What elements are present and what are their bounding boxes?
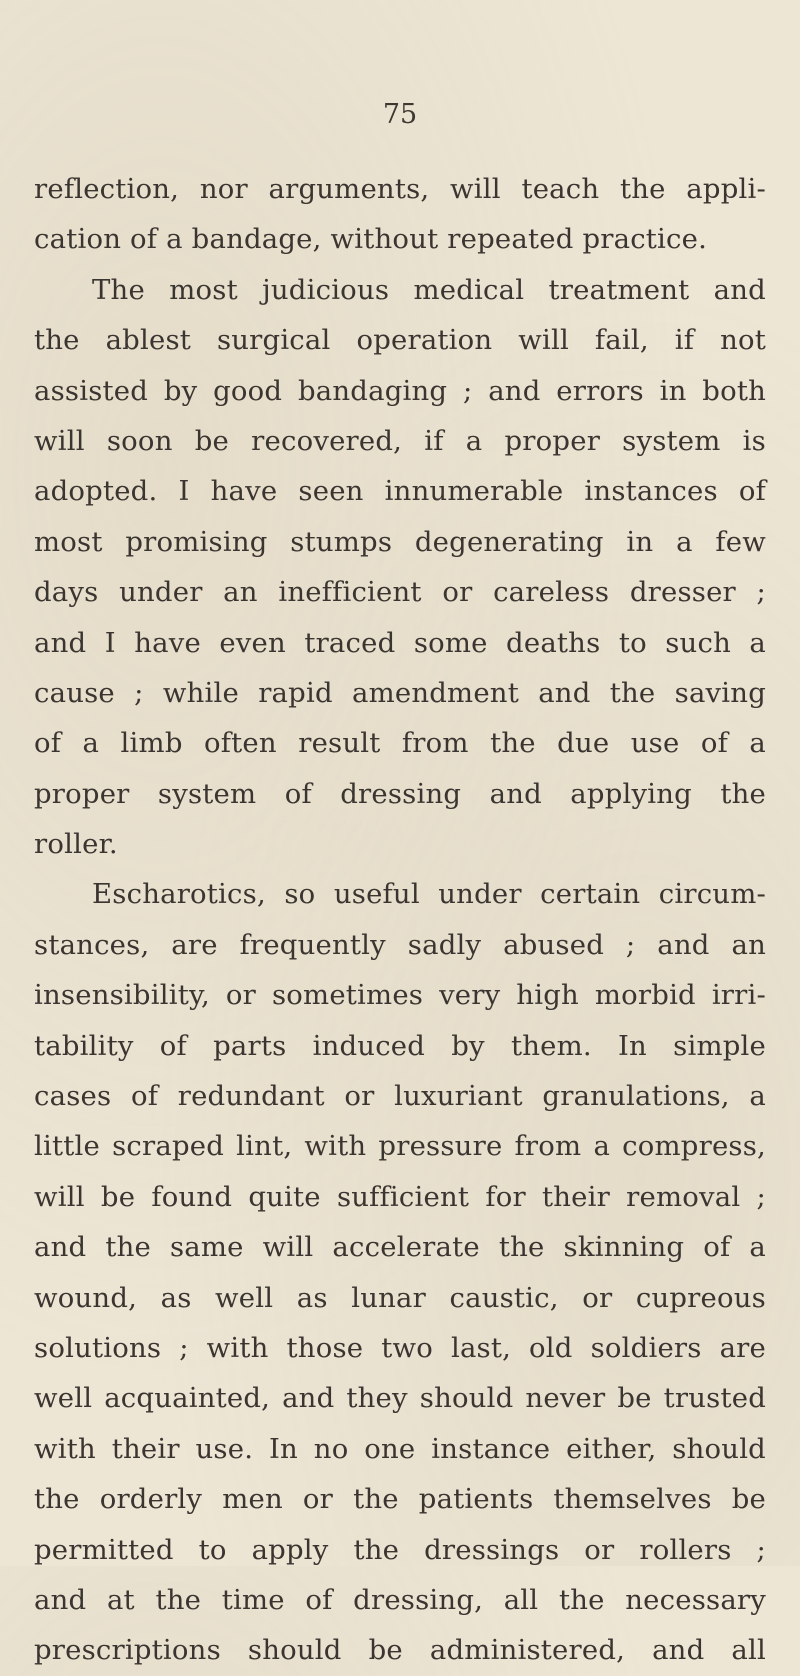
body-text xyxy=(34,164,766,1676)
text-line: the orderly men or the patients themselves be xyxy=(34,1483,766,1516)
text-line: proper system of dressing and applying the xyxy=(34,777,766,810)
text-line: insensibility, or sometimes very high morbid irri- xyxy=(34,979,766,1012)
text-line: with their use. In no one instance either, should xyxy=(34,1432,766,1465)
text-line: days under an inefficient or careless dresser ; xyxy=(34,576,766,609)
text-line: and at the time of dressing, all the necessary xyxy=(34,1583,766,1616)
text-line: of a limb often result from the due use of a xyxy=(34,727,766,760)
text-line: will soon be recovered, if a proper system is xyxy=(34,424,766,457)
text-line: solutions ; with those two last, old soldiers are xyxy=(34,1331,766,1364)
text-line: little scraped lint, with pressure from a compress, xyxy=(34,1130,766,1163)
text-line: stances, are frequently sadly abused ; and an xyxy=(34,928,766,961)
text-line: reflection, nor arguments, will teach the appli- xyxy=(34,173,766,205)
text-line: cause ; while rapid amendment and the saving xyxy=(34,676,766,709)
paragraph xyxy=(34,265,766,870)
text-line: prescriptions should be administered, and all xyxy=(34,1634,766,1667)
text-line: assisted by good bandaging ; and errors in both xyxy=(34,374,766,407)
paragraph xyxy=(34,869,766,1675)
text-line: permitted to apply the dressings or rollers ; xyxy=(34,1533,766,1566)
text-line: tability of parts induced by them. In simple xyxy=(34,1029,766,1062)
text-line: adopted. I have seen innumerable instances of xyxy=(34,475,766,508)
text-line: will be found quite sufficient for their removal ; xyxy=(34,1180,766,1213)
text-line: cases of redundant or luxuriant granulations, a xyxy=(34,1080,766,1113)
text-line: most promising stumps degenerating in a few xyxy=(34,525,766,558)
page-number: 75 xyxy=(382,99,418,130)
text-line: wound, as well as lunar caustic, or cupreous xyxy=(34,1281,766,1314)
text-line: and I have even traced some deaths to such a xyxy=(34,626,766,659)
text-line: roller. xyxy=(34,828,118,861)
text-line: and the same will accelerate the skinning of a xyxy=(34,1231,766,1264)
text-line: the ablest surgical operation will fail, if not xyxy=(34,324,766,357)
text-line: Escharotics, so useful under certain circum- xyxy=(92,878,766,911)
paragraph xyxy=(34,164,766,265)
text-line: cation of a bandage, without repeated practice. xyxy=(34,223,708,256)
text-line: well acquainted, and they should never be trusted xyxy=(34,1382,766,1415)
text-line: The most judicious medical treatment and xyxy=(92,273,766,306)
